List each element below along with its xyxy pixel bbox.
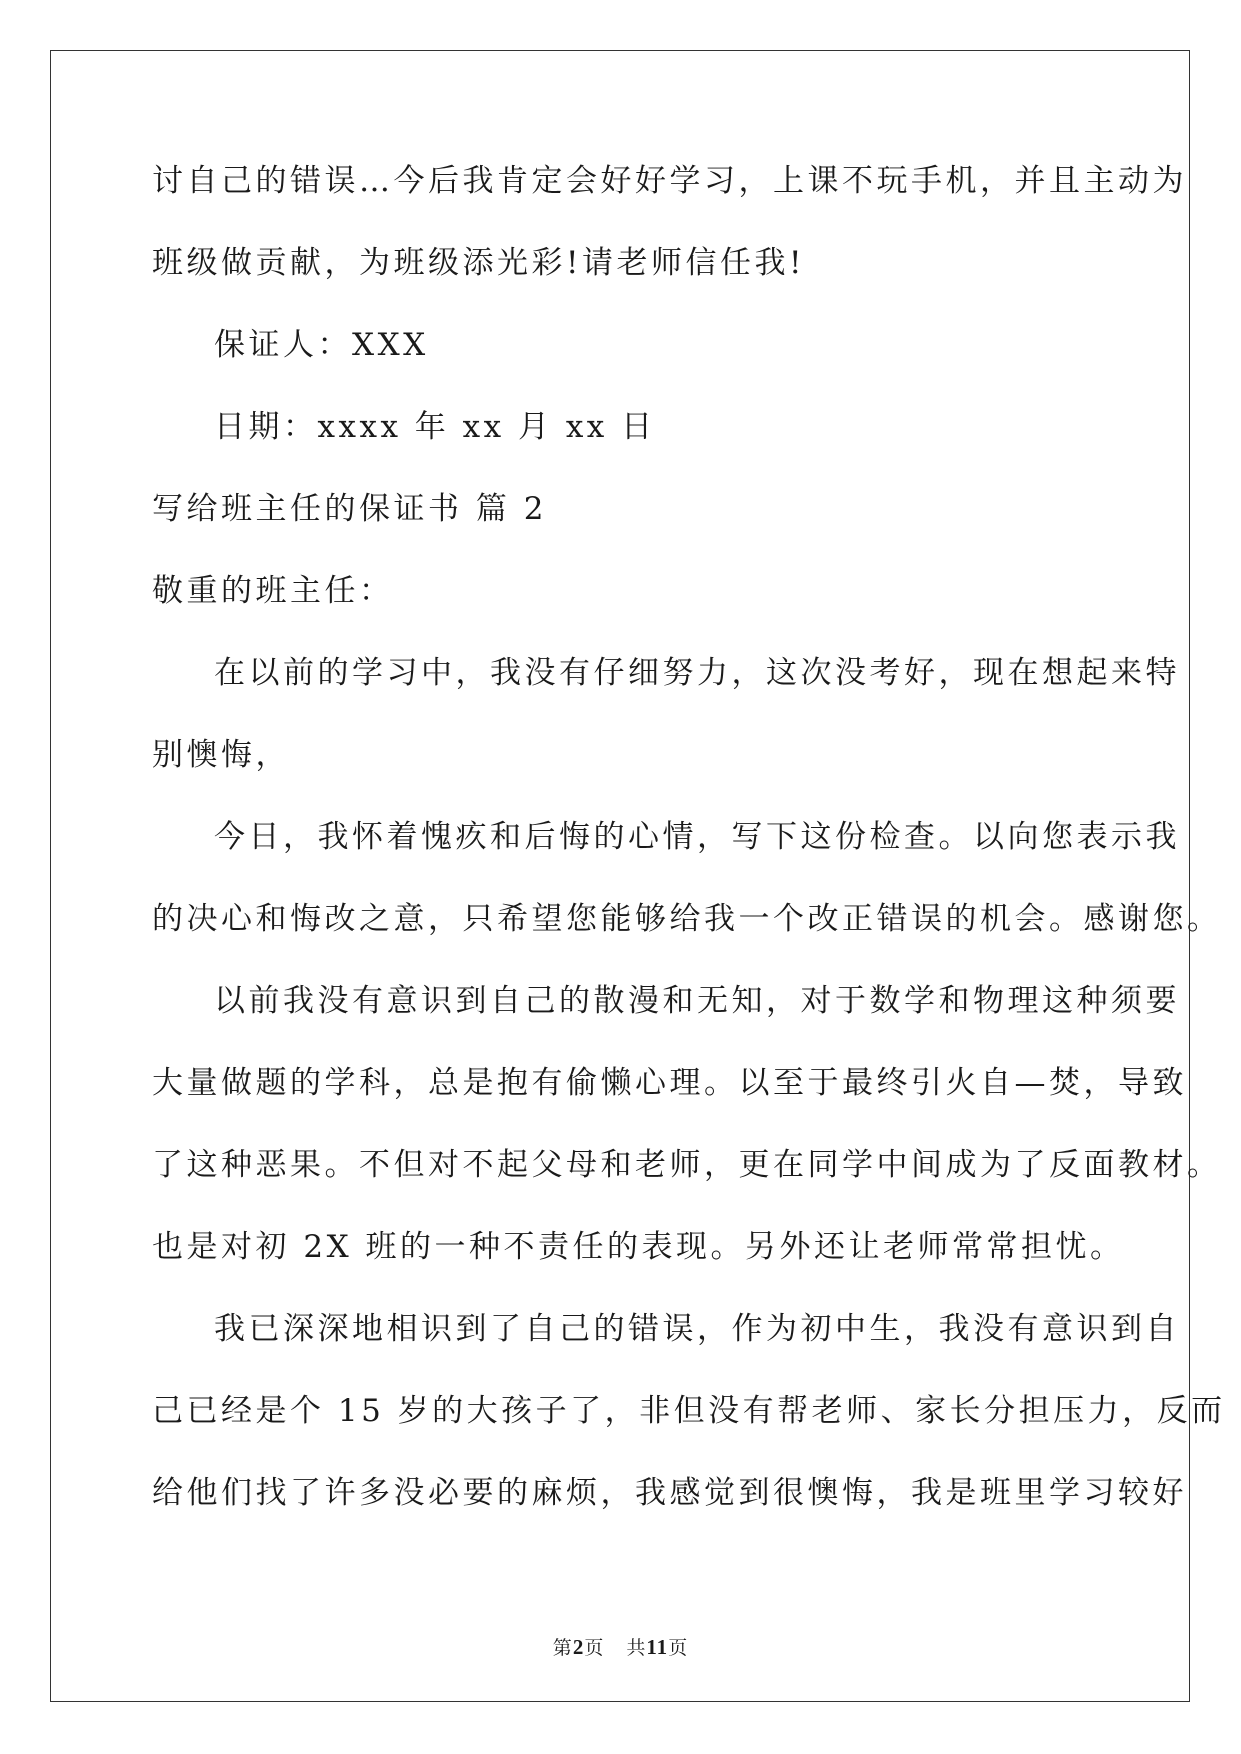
page-footer	[0, 1633, 1241, 1660]
text-line: 给他们找了许多没必要的麻烦，我感觉到很懊悔，我是班里学习较好	[152, 1475, 1187, 1511]
text-line: 以前我没有意识到自己的散漫和无知，对于数学和物理这种须要	[214, 983, 1180, 1019]
page-prefix: 第	[552, 1638, 573, 1659]
text-line: 我已深深地相识到了自己的错误，作为初中生，我没有意识到自	[214, 1311, 1180, 1347]
text-line: 在以前的学习中，我没有仔细努力，这次没考好，现在想起来特	[214, 655, 1180, 691]
document-body	[152, 161, 1226, 1555]
text-line: 别懊悔，	[152, 737, 290, 773]
text-line: 今日，我怀着愧疚和后悔的心情，写下这份检查。以向您表示我	[214, 819, 1180, 855]
total-pages: 11	[646, 1635, 669, 1659]
page-number: 2	[572, 1635, 585, 1659]
text-line: 己已经是个 15 岁的大孩子了，非但没有帮老师、家长分担压力，反而	[152, 1393, 1226, 1429]
text-line: 的决心和悔改之意，只希望您能够给我一个改正错误的机会。感谢您。	[152, 901, 1222, 937]
text-line: 了这种恶果。不但对不起父母和老师，更在同学中间成为了反面教材。	[152, 1147, 1222, 1183]
text-line: 讨自己的错误…今后我肯定会好好学习，上课不玩手机，并且主动为	[152, 163, 1187, 199]
total-prefix: 共	[626, 1638, 647, 1659]
guarantor-line: 保证人：XXX	[214, 327, 429, 363]
text-line: 班级做贡献，为班级添光彩!请老师信任我!	[152, 245, 805, 281]
text-line: 也是对初 2X 班的一种不责任的表现。另外还让老师常常担忧。	[152, 1229, 1125, 1265]
section-heading: 写给班主任的保证书 篇 2	[152, 491, 547, 527]
date-line: 日期：xxxx 年 xx 月 xx 日	[214, 409, 656, 445]
salutation: 敬重的班主任：	[152, 573, 394, 609]
text-line: 大量做题的学科，总是抱有偷懒心理。以至于最终引火自—焚，导致	[152, 1065, 1187, 1101]
page-suffix: 页	[584, 1638, 605, 1659]
total-suffix: 页	[668, 1638, 689, 1659]
